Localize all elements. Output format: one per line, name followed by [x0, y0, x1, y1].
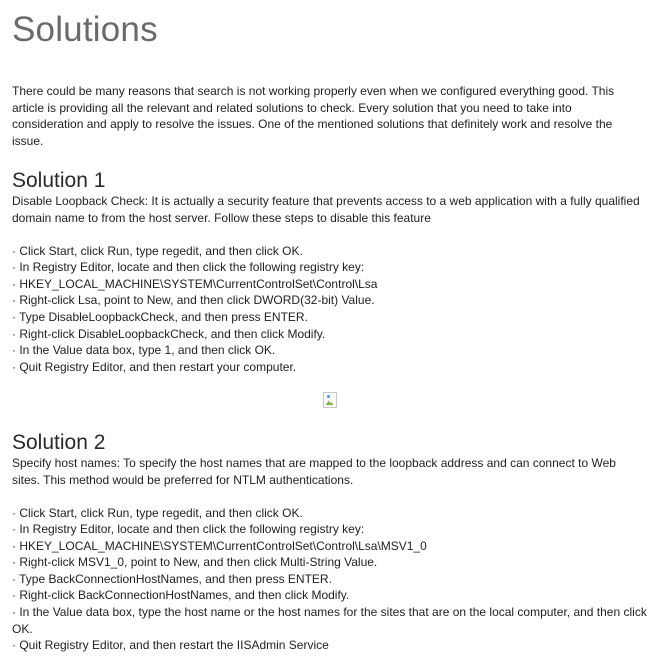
- step-item: · Right-click DisableLoopbackCheck, and then click Modify.: [12, 326, 326, 341]
- solution-2-steps: [12, 505, 647, 654]
- step-item: · Right-click Lsa, point to New, and then click DWORD(32-bit) Value.: [12, 293, 375, 308]
- step-item: · Right-click BackConnectionHostNames, and then click Modify.: [12, 588, 350, 603]
- article: [0, 9, 659, 654]
- solution-1-steps: [12, 243, 647, 376]
- solution-2-heading: Solution 2: [12, 431, 106, 455]
- solution-1-description: Disable Loopback Check: It is actually a security feature that prevents access to a web application with a fully qualified domain name to from the host server. Follow these steps to disable this feature: [12, 194, 640, 225]
- step-item: · Type DisableLoopbackCheck, and then press ENTER.: [12, 309, 308, 324]
- solution-1-heading: Solution 1: [12, 169, 106, 193]
- broken-image-icon: [323, 392, 337, 408]
- solution-2-description: Specify host names: To specify the host names that are mapped to the loopback address and can connect to Web sites. This method would be preferred for NTLM authentications.: [12, 456, 616, 487]
- page-title: Solutions: [12, 10, 158, 49]
- step-item: · Quit Registry Editor, and then restart your computer.: [12, 359, 297, 374]
- step-item: · Quit Registry Editor, and then restart the IISAdmin Service: [12, 638, 329, 653]
- step-item: · Type BackConnectionHostNames, and then press ENTER.: [12, 571, 332, 586]
- solution-2-section: [12, 431, 647, 654]
- step-item: · In Registry Editor, locate and then click the following registry key:: [12, 260, 365, 275]
- step-item: · HKEY_LOCAL_MACHINE\SYSTEM\CurrentControlSet\Control\Lsa\MSV1_0: [12, 538, 427, 553]
- step-item: · In the Value data box, type the host name or the host names for the sites that are on the local computer, and then click OK.: [12, 605, 647, 636]
- step-item: · Click Start, click Run, type regedit, and then click OK.: [12, 505, 303, 520]
- step-item: · In Registry Editor, locate and then click the following registry key:: [12, 522, 365, 537]
- step-item: · In the Value data box, type 1, and then click OK.: [12, 343, 276, 358]
- step-item: · Right-click MSV1_0, point to New, and then click Multi-String Value.: [12, 555, 378, 570]
- intro-paragraph: There could be many reasons that search is not working properly even when we configured everything good. This article is providing all the relevant and related solutions to check. Every solution that you need to take into consideration and apply to resolve the issues. One of the mentioned solutions that definitely work and resolve the issue.: [12, 84, 615, 148]
- step-item: · HKEY_LOCAL_MACHINE\SYSTEM\CurrentControlSet\Control\Lsa: [12, 276, 378, 291]
- image-container: [12, 392, 647, 411]
- step-item: · Click Start, click Run, type regedit, and then click OK.: [12, 243, 303, 258]
- solution-1-section: [12, 169, 647, 411]
